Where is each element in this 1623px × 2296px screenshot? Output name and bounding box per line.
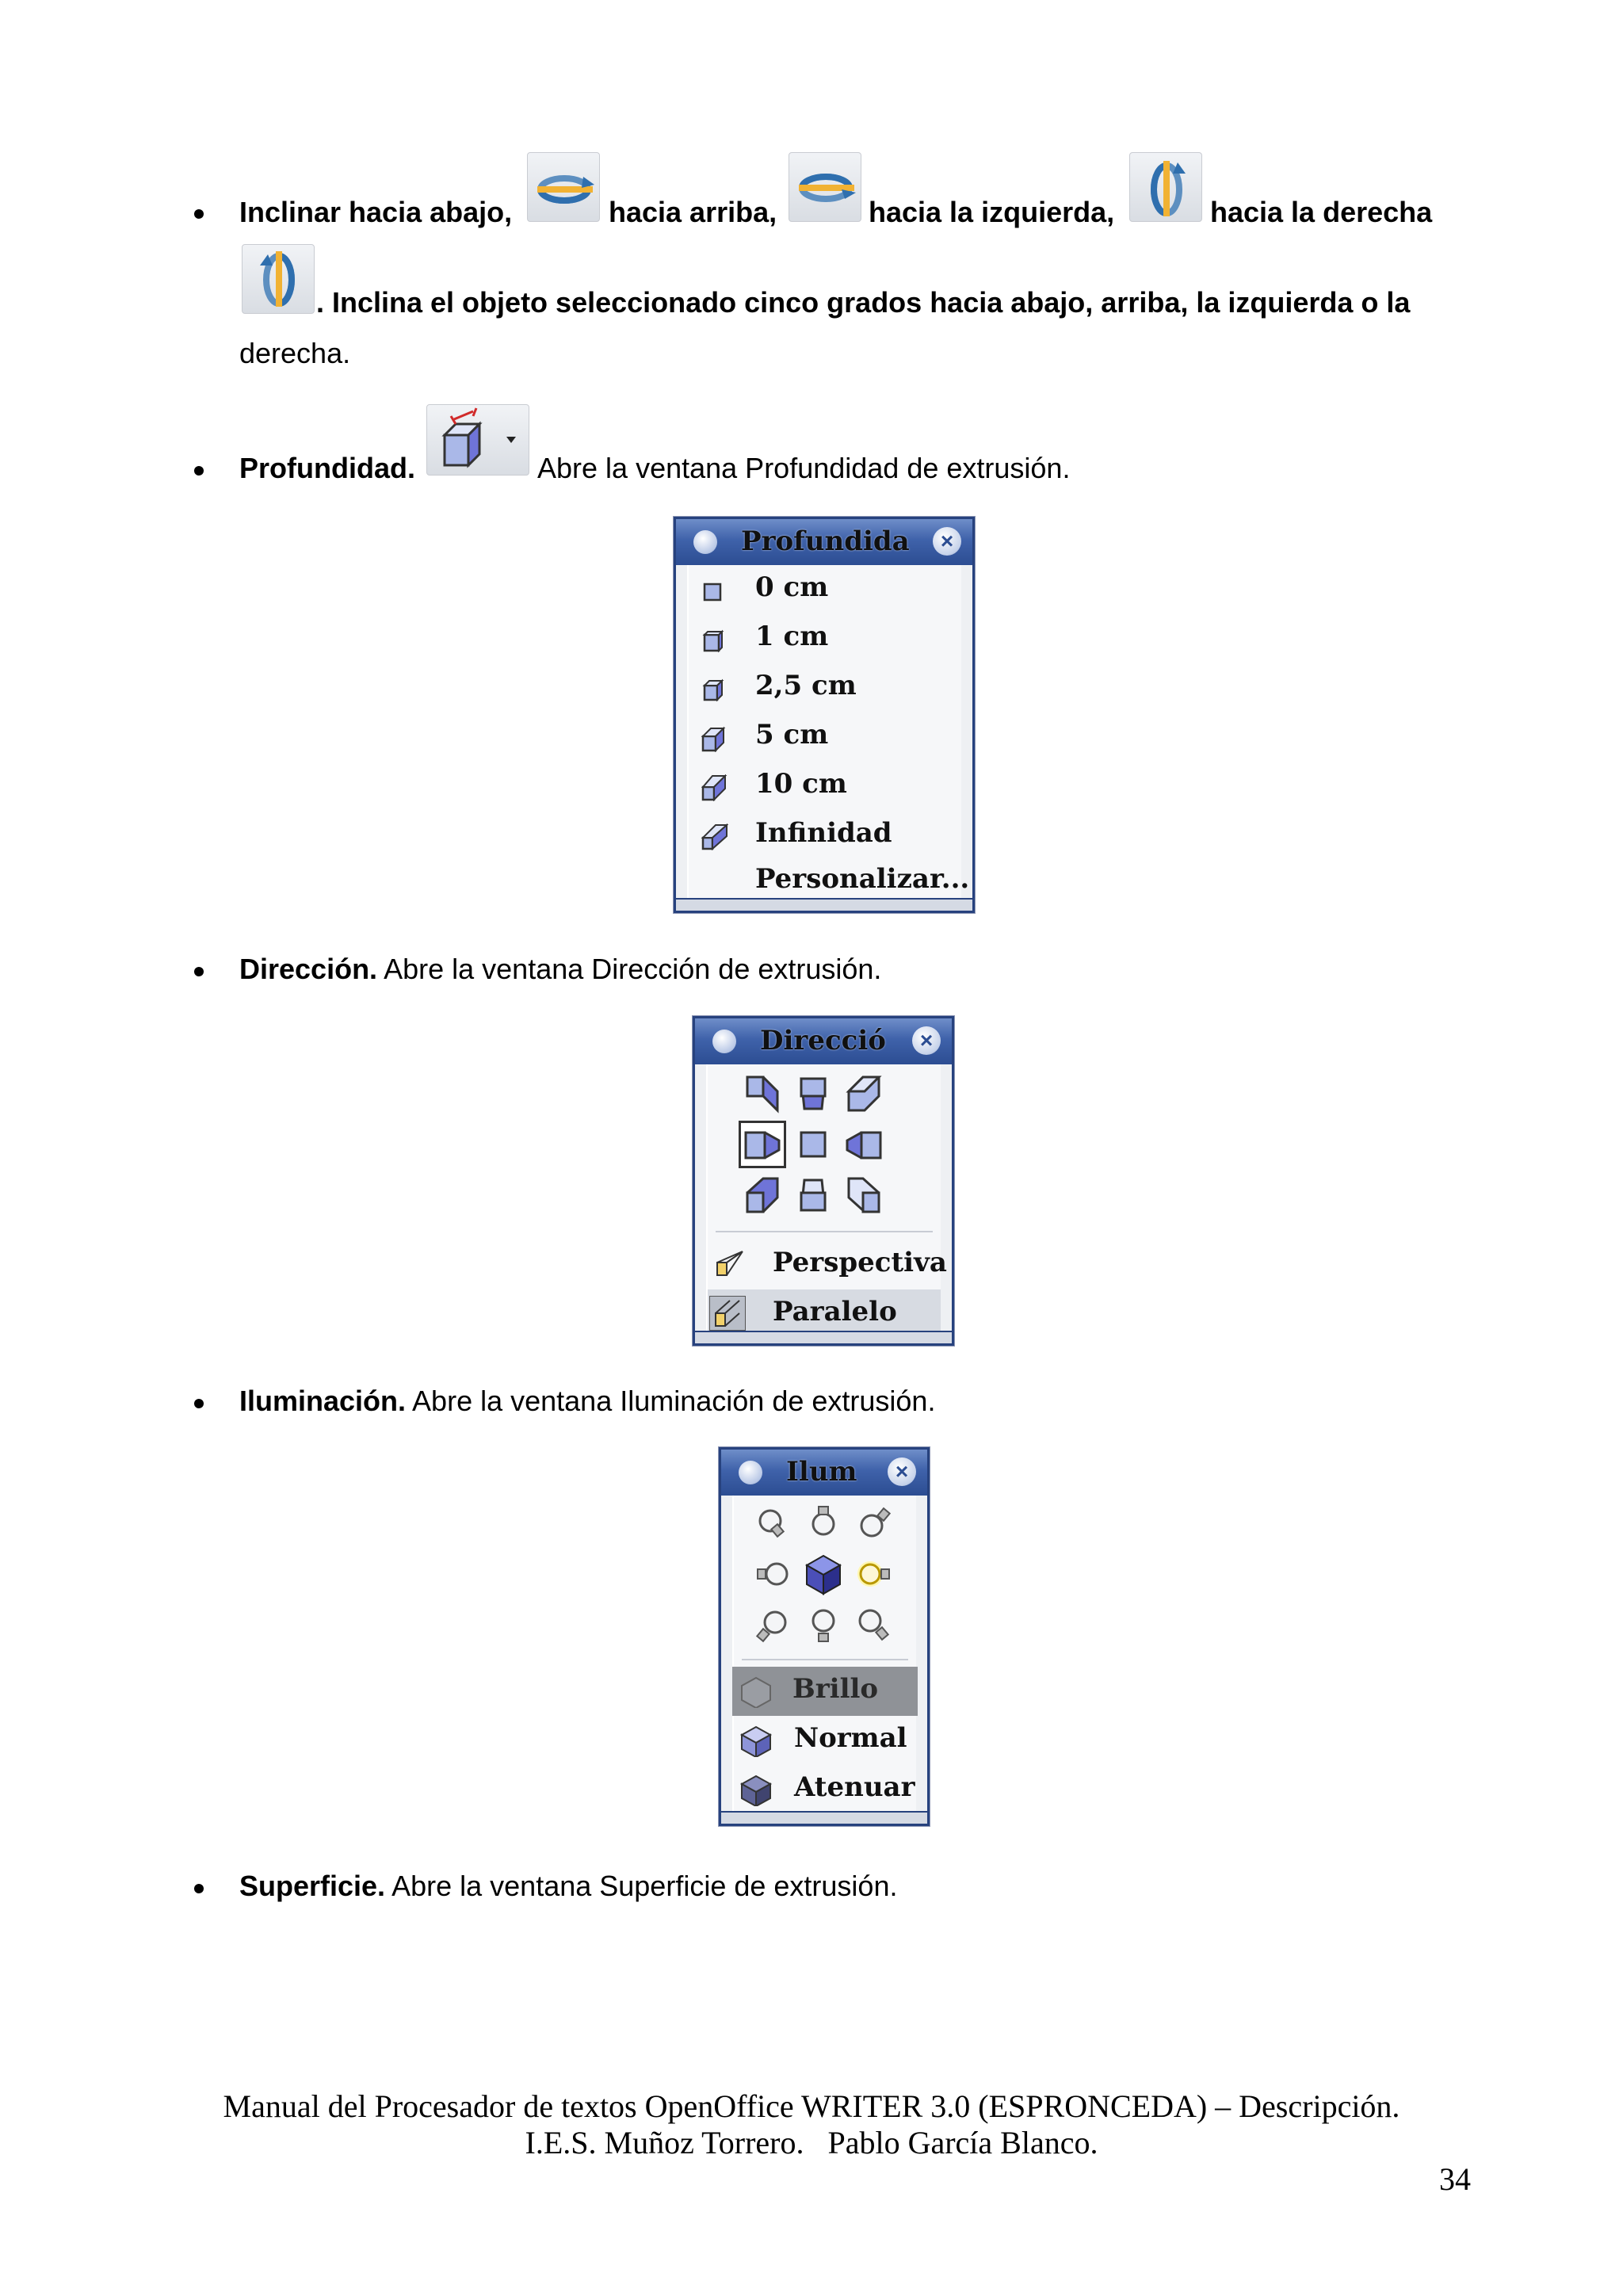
lighting-panel [732, 1496, 916, 1813]
tilt-down-label: Inclinar hacia abajo, [239, 196, 513, 228]
close-icon[interactable]: × [888, 1457, 916, 1486]
tilt-up-label: hacia arriba, [609, 196, 777, 228]
surface-label: Superficie. [239, 1870, 386, 1902]
lighting-description: Abre la ventana Iluminación de extrusión. [412, 1385, 936, 1417]
perspective-icon [714, 1250, 746, 1278]
menu-item-label: Perspectiva [773, 1247, 947, 1278]
direction-text [239, 952, 881, 987]
tilt-description-text: . Inclina el objeto seleccionado cinco grados hacia abajo, arriba, la izquierda o la [316, 286, 1411, 319]
normal-cube-icon [739, 1725, 773, 1757]
tilt-down-icon [527, 152, 600, 222]
direction-description: Abre la ventana Dirección de extrusión. [384, 953, 882, 985]
lighting-window-title: Ilum [786, 1456, 857, 1488]
menu-item-label: 10 cm [755, 768, 847, 800]
lighting-item-bright[interactable] [732, 1667, 918, 1716]
window-menu-icon[interactable] [693, 530, 717, 554]
close-icon[interactable]: × [933, 527, 961, 556]
menu-item-label: Normal [794, 1722, 907, 1754]
direction-label: Dirección. [239, 953, 378, 985]
direction-panel [706, 1064, 947, 1332]
close-icon[interactable]: × [912, 1026, 941, 1055]
lighting-window-titlebar[interactable] [721, 1450, 927, 1496]
tilt-up-icon [789, 152, 861, 222]
direction-bottom-right-icon[interactable] [841, 1172, 887, 1218]
surface-text [239, 1869, 897, 1904]
parallel-icon [709, 1296, 746, 1331]
light-left-icon[interactable] [750, 1551, 796, 1597]
separator [716, 1231, 933, 1232]
tilt-description-line2: derecha. [239, 337, 351, 369]
menu-item-label: Infinidad [755, 817, 892, 849]
depth-item-1cm[interactable] [689, 614, 961, 663]
depth-item-2-5cm[interactable] [689, 663, 961, 712]
depth-window-title: Profundida [741, 525, 910, 557]
depth-5-icon [700, 725, 728, 752]
light-top-icon[interactable] [800, 1500, 846, 1546]
depth-2-5-icon [700, 676, 728, 703]
menu-item-label: 0 cm [755, 571, 829, 603]
separator [742, 1659, 908, 1660]
bright-cube-icon [739, 1676, 773, 1708]
direction-item-perspective[interactable] [708, 1240, 947, 1289]
lighting-window [719, 1447, 930, 1826]
menu-item-label: Brillo [792, 1673, 879, 1705]
surface-description: Abre la ventana Superficie de extrusión. [391, 1870, 898, 1902]
depth-item-5cm[interactable] [689, 712, 961, 762]
tilt-right-icon [242, 244, 315, 314]
menu-item-label: Paralelo [773, 1296, 897, 1328]
direction-window-titlebar[interactable] [695, 1018, 952, 1064]
direction-top-left-icon[interactable] [739, 1071, 785, 1117]
window-bottom-edge [721, 1811, 927, 1824]
light-bottom-icon[interactable] [800, 1602, 846, 1648]
direction-window-title: Direcció [760, 1025, 886, 1056]
direction-bottom-icon[interactable] [790, 1172, 836, 1218]
direction-bottom-left-icon[interactable] [739, 1172, 785, 1218]
depth-10-icon [700, 774, 728, 801]
direction-top-icon[interactable] [790, 1071, 836, 1117]
depth-item-infinity[interactable] [689, 811, 961, 860]
tilt-left-icon [1129, 152, 1202, 222]
lighting-label: Iluminación. [239, 1385, 407, 1417]
tilt-right-label: hacia la derecha [1210, 196, 1433, 228]
menu-item-label: 1 cm [755, 621, 829, 652]
depth-infinity-icon [700, 823, 728, 850]
bullet [194, 209, 204, 219]
window-menu-icon[interactable] [739, 1461, 762, 1484]
bullet [194, 1884, 204, 1893]
footer-line2: I.E.S. Muñoz Torrero. Pablo García Blanco. [525, 2125, 1098, 2160]
extrusion-depth-icon [426, 404, 529, 476]
menu-item-label: Personalizar... [755, 863, 970, 895]
page-number: 34 [1439, 2161, 1471, 2197]
tilt-description-line1 [316, 285, 1410, 320]
depth-0-icon [700, 578, 728, 605]
footer-line1: Manual del Procesador de textos OpenOffice WRITER 3.0 (ESPRONCEDA) – Descripción. [223, 2088, 1400, 2124]
lighting-text [239, 1384, 935, 1419]
lighting-item-dim[interactable] [734, 1765, 916, 1814]
direction-window [693, 1016, 954, 1346]
depth-label: Profundidad. [239, 452, 415, 484]
direction-top-right-icon[interactable] [841, 1071, 887, 1117]
direction-left-icon[interactable] [739, 1121, 785, 1167]
bullet [194, 967, 204, 976]
light-bottom-left-icon[interactable] [750, 1602, 796, 1648]
light-top-left-icon[interactable] [750, 1500, 796, 1546]
tilt-left-label: hacia la izquierda, [869, 196, 1115, 228]
window-bottom-edge [676, 898, 972, 911]
depth-menu [687, 565, 970, 900]
depth-window [674, 517, 975, 913]
menu-item-label: Atenuar [794, 1771, 915, 1803]
depth-item-0cm[interactable] [689, 565, 961, 614]
depth-1-icon [700, 627, 728, 654]
dim-cube-icon [739, 1775, 773, 1806]
direction-center-icon[interactable] [790, 1121, 836, 1167]
bullet [194, 466, 204, 476]
menu-item-label: 2,5 cm [755, 670, 857, 701]
bullet [194, 1399, 204, 1408]
lighting-item-normal[interactable] [734, 1716, 916, 1765]
menu-item-label: 5 cm [755, 719, 829, 751]
lit-cube-icon [800, 1551, 846, 1597]
window-menu-icon[interactable] [712, 1030, 736, 1053]
light-top-right-icon[interactable] [851, 1500, 897, 1546]
window-bottom-edge [695, 1331, 952, 1343]
light-bottom-right-icon[interactable] [851, 1602, 897, 1648]
depth-item-10cm[interactable] [689, 762, 961, 811]
direction-right-icon[interactable] [841, 1121, 887, 1167]
light-right-selected-icon[interactable] [851, 1551, 897, 1597]
depth-window-titlebar[interactable] [676, 519, 972, 565]
depth-description: Abre la ventana Profundidad de extrusión. [537, 452, 1071, 484]
